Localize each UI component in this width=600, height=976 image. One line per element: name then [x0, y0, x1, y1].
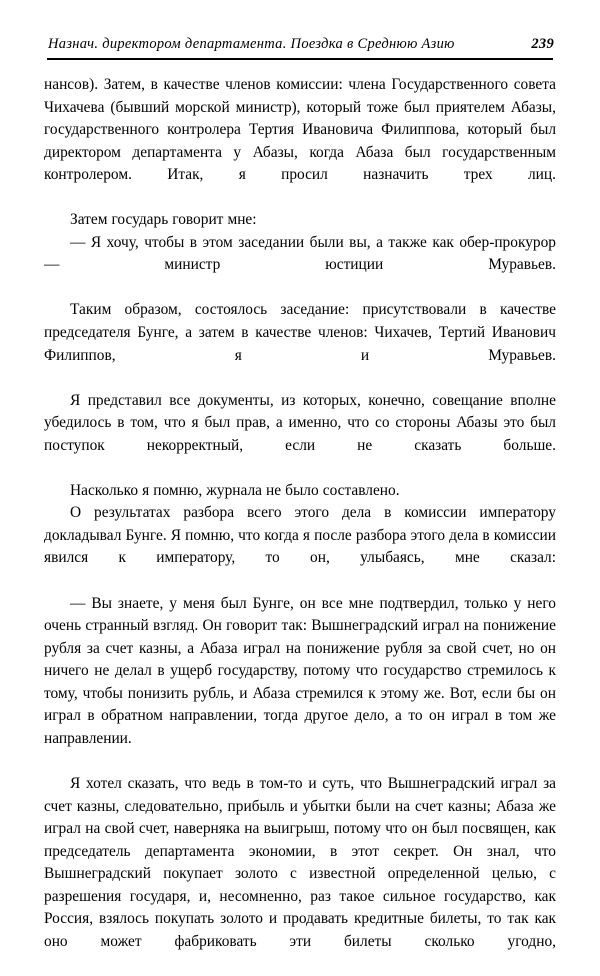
body-text-column	[44, 74, 556, 976]
paragraph: Таким образом, состоялось заседание: присутствовали в качестве председателя Бунге, а затем в качестве членов: Чихачев, Тертий Иванович Филиппов, я и Муравьев.	[44, 301, 556, 364]
paragraph: Я хотел сказать, что ведь в том-то и суть, что Вышнеградский играл за счет казны, следовательно, прибыль и убытки были на счет казны; Абаза же играл на свой счет, наверняка на выигрыш, потому что он был посвящен, как председатель департамента экономии, в этот секрет. Он знал, что Вышнеградский покупает золото с известной определенной целью, с разрешения государя, и, несомненно, раз такое сильное государство, как Россия, взялось покупать золото и продавать кредитные билеты, то так как оно может фабриковать эти билеты сколько угодно,	[44, 774, 556, 950]
paragraph: Насколько я помню, журнала не было составлено.	[70, 481, 400, 499]
page-number: 239	[531, 36, 554, 52]
paragraph: О результатах разбора всего этого дела в комиссии императору докладывал Бунге. Я помню, что когда я после разбора этого дела в комиссии явился к императору, то он, улыбаясь, мне сказал:	[44, 504, 556, 567]
paragraph: нансов). Затем, в качестве членов комиссии: члена Государственного совета Чихачева (бывший морской министр), который тоже был приятелем Абазы, государственного контролера Тертия Ивановича Филиппова, который был директором департамента у Абазы, когда Абаза был государственным контролером. Итак, я просил назначить трех лиц.	[44, 76, 556, 184]
running-head	[44, 36, 556, 53]
paragraph: Я представил все документы, из которых, конечно, совещание вполне убедилось в том, что я был прав, а именно, что со стороны Абазы это был поступок некорректный, если не сказать больше.	[44, 391, 556, 454]
running-head-title: Назнач. директором департамента. Поездка в Среднюю Азию	[48, 36, 455, 52]
paragraph: Затем государь говорит мне:	[70, 211, 257, 229]
paragraph: — Я хочу, чтобы в этом заседании были вы, а также как обер-прокурор — министр юстиции Муравьев.	[44, 233, 556, 274]
page-content	[44, 36, 556, 976]
header-rule-divider	[47, 58, 553, 60]
paragraph: — Вы знаете, у меня был Бунге, он все мне подтвердил, только у него очень странный взгляд. Он говорит так: Вышнеградский играл на понижение рубля за счет казны, а Абаза играл на понижение рубля за свой счет, но он ничего не делал в ущерб государству, потому что государство стремилось к тому, чтобы понизить рубль, и Абаза стремился к этому же. Вот, если бы он играл в обратном направлении, тогда другое дело, а то он играл в том же направлении.	[44, 594, 556, 747]
